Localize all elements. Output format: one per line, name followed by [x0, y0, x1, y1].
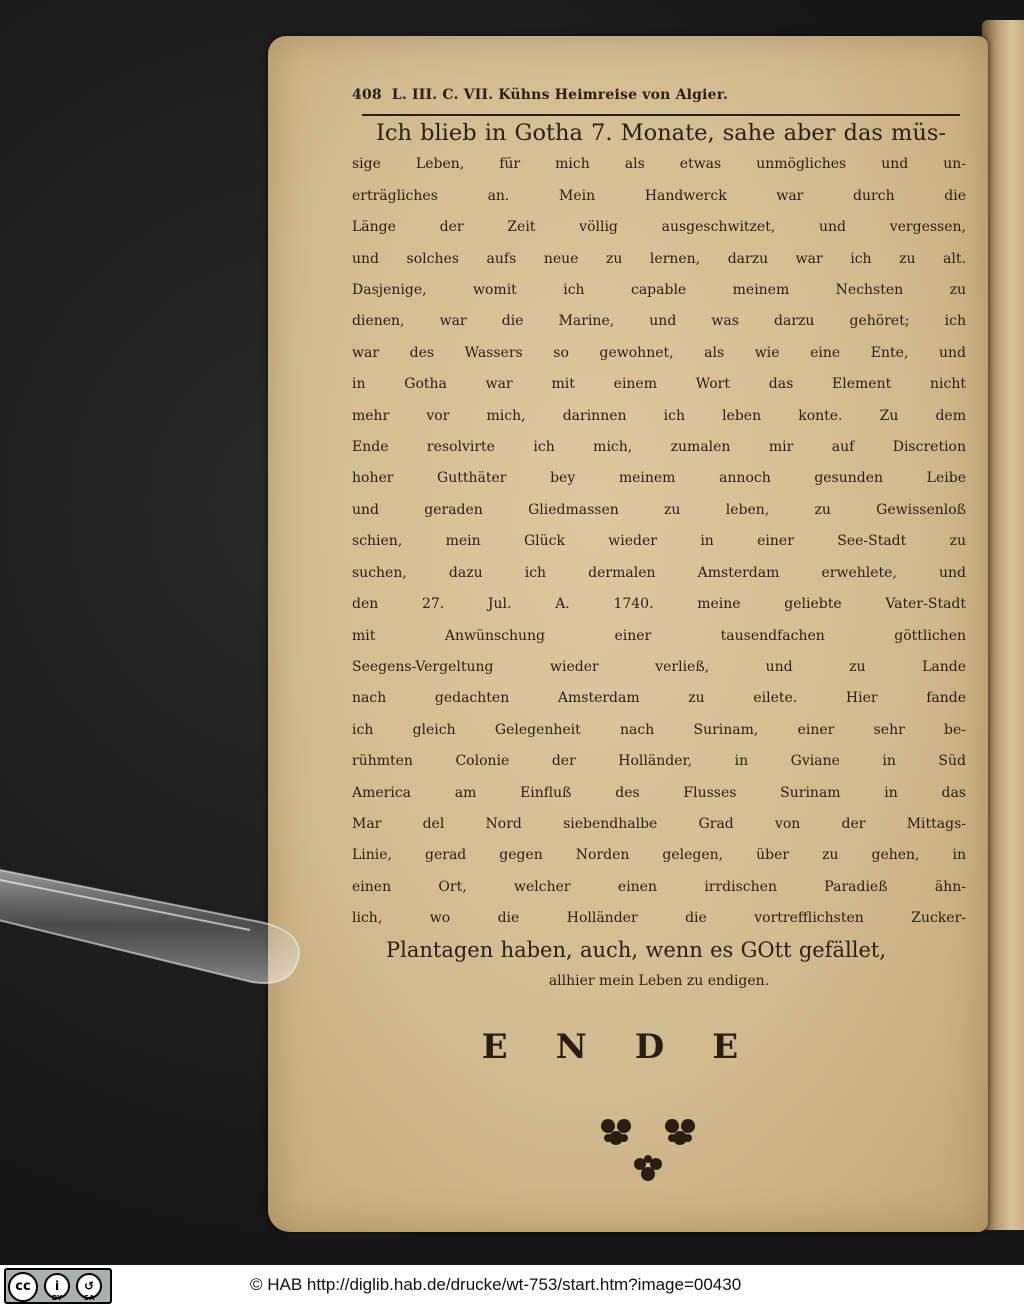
- text-line: Ich blieb in Gotha 7. Monate, sahe aber das müs-: [376, 120, 946, 146]
- text-line: Ende resolvirte ich mich, zumalen mir auf Discretion: [352, 439, 966, 456]
- page-content: [352, 78, 966, 1067]
- adjacent-book-edge: [982, 20, 1024, 1230]
- text-line: Linie, gerad gegen Norden gelegen, über zu gehen, in: [352, 847, 966, 864]
- text-line: erträgliches an. Mein Handwerck war durch die: [352, 187, 966, 204]
- text-line: mit Anwünschung einer tausendfachen göttlichen: [352, 627, 966, 644]
- text-line: dienen, war die Marine, und was darzu gehöret; ich: [352, 313, 966, 330]
- text-line: Länge der Zeit völlig ausgeschwitzet, und vergessen,: [352, 219, 966, 236]
- cc-icon: cc: [8, 1272, 38, 1302]
- text-line: Mar del Nord siebendhalbe Grad von der Mittags-: [352, 815, 966, 832]
- text-line: in Gotha war mit einem Wort das Element nicht: [352, 376, 966, 393]
- running-head: [352, 78, 966, 112]
- text-line: rühmten Colonie der Holländer, in Gviane in Süd: [352, 753, 966, 770]
- sa-share-alike-icon: ↺: [76, 1273, 102, 1299]
- body-text: [352, 118, 966, 997]
- footer-bar: [0, 1265, 1024, 1307]
- text-line: und solches aufs neue zu lernen, darzu war ich zu alt.: [352, 250, 966, 267]
- printer-ornament-icon: [594, 1114, 704, 1194]
- text-line: America am Einfluß des Flusses Surinam in das: [352, 784, 966, 801]
- text-line: sige Leben, für mich als etwas unmögliches und un-: [352, 156, 966, 173]
- page-number: 408: [352, 87, 382, 103]
- text-line: ich gleich Gelegenheit nach Surinam, einer sehr be-: [352, 721, 966, 738]
- header-rule: [362, 114, 960, 116]
- ende-heading: ENDE: [481, 1027, 787, 1068]
- text-line: war des Wassers so gewohnet, als wie eine Ente, und: [352, 344, 966, 361]
- by-attribution-icon: i: [44, 1273, 70, 1299]
- text-line: und geraden Gliedmassen zu leben, zu Gewissenloß: [352, 501, 966, 518]
- credit-link[interactable]: © HAB http://diglib.hab.de/drucke/wt-753/start.htm?image=00430: [250, 1275, 742, 1294]
- text-line: einen Ort, welcher einen irrdischen Paradieß ähn-: [352, 878, 966, 895]
- running-head-title: L. III. C. VII. Kühns Heimreise von Algier.: [391, 87, 729, 103]
- text-line: suchen, dazu ich dermalen Amsterdam erwehlete, und: [352, 564, 966, 581]
- text-line: Plantagen haben, auch, wenn es GOtt gefället,: [386, 937, 886, 962]
- text-line: allhier mein Leben zu endigen.: [548, 972, 770, 989]
- text-line: hoher Gutthäter bey meinem annoch gesunden Leibe: [352, 470, 966, 487]
- text-line: lich, wo die Holländer die vortrefflichsten Zucker-: [352, 910, 966, 927]
- by-label: BY: [52, 1294, 63, 1302]
- glass-page-weight: [0, 860, 320, 1000]
- text-line: schien, mein Glück wieder in einer See-Stadt zu: [352, 533, 966, 550]
- cc-by-sa-license-badge[interactable]: [4, 1268, 112, 1304]
- text-line: Dasjenige, womit ich capable meinem Nechsten zu: [352, 282, 966, 299]
- text-line: den 27. Jul. A. 1740. meine geliebte Vater-Stadt: [352, 596, 966, 613]
- sa-label: SA: [84, 1294, 95, 1302]
- text-line: nach gedachten Amsterdam zu eilete. Hier fande: [352, 690, 966, 707]
- text-line: Seegens-Vergeltung wieder verließ, und zu Lande: [352, 658, 966, 675]
- text-line: mehr vor mich, darinnen ich leben konte. Zu dem: [352, 407, 966, 424]
- book-page: [268, 36, 988, 1232]
